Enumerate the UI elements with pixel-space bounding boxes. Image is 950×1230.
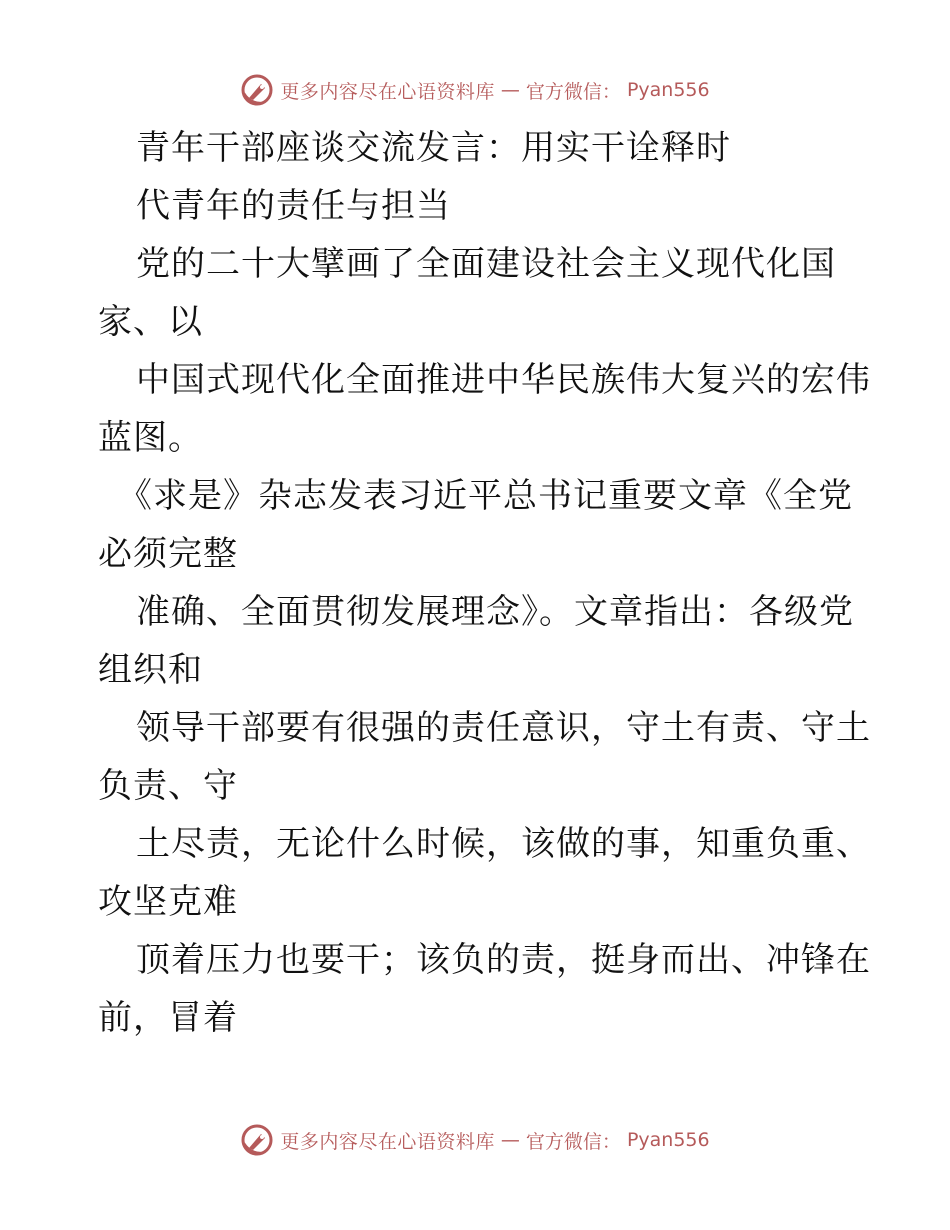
paragraph-line: 领导干部要有很强的责任意识，守土有责、守土 — [136, 708, 871, 748]
watermark-wechat-id: Pyan556 — [626, 1129, 710, 1151]
paragraph-line: 中国式现代化全面推进中华民族伟大复兴的宏伟 — [136, 360, 871, 400]
watermark-wechat-label: 官方微信： — [525, 80, 621, 103]
watermark-text: 更多内容尽在心语资料库 — [280, 80, 495, 103]
paragraph-line: 必须完整 — [98, 534, 238, 574]
header-watermark-banner — [0, 70, 950, 110]
title-line-2: 代青年的责任与担当 — [136, 186, 451, 226]
title-line-1: 青年干部座谈交流发言：用实干诠释时 — [136, 128, 731, 168]
watermark-dash: — — [500, 79, 520, 101]
watermark-wechat-label: 官方微信： — [525, 1130, 621, 1153]
footer-watermark-banner — [0, 1120, 950, 1160]
watermark-text: 更多内容尽在心语资料库 — [280, 1130, 495, 1153]
paragraph-line: 组织和 — [98, 650, 203, 690]
pen-nib-logo-icon — [240, 73, 274, 107]
pen-nib-logo-icon — [240, 1123, 274, 1157]
paragraph-line: 蓝图。 — [98, 418, 203, 458]
paragraph-line: 党的二十大擘画了全面建设社会主义现代化国 — [136, 244, 836, 284]
paragraph-line: 《求是》杂志发表习近平总书记重要文章《全党 — [118, 476, 853, 516]
watermark-dash: — — [500, 1129, 520, 1151]
paragraph-line: 准确、全面贯彻发展理念》。文章指出：各级党 — [136, 592, 854, 632]
paragraph-line: 土尽责，无论什么时候，该做的事，知重负重、 — [136, 824, 871, 864]
paragraph-line: 前，冒着 — [98, 998, 238, 1038]
paragraph-line: 负责、守 — [98, 766, 238, 806]
paragraph-line: 家、以 — [98, 302, 203, 342]
watermark-wechat-id: Pyan556 — [626, 79, 710, 101]
paragraph-line: 攻坚克难 — [98, 882, 238, 922]
paragraph-line: 顶着压力也要干；该负的责，挺身而出、冲锋在 — [136, 940, 871, 980]
